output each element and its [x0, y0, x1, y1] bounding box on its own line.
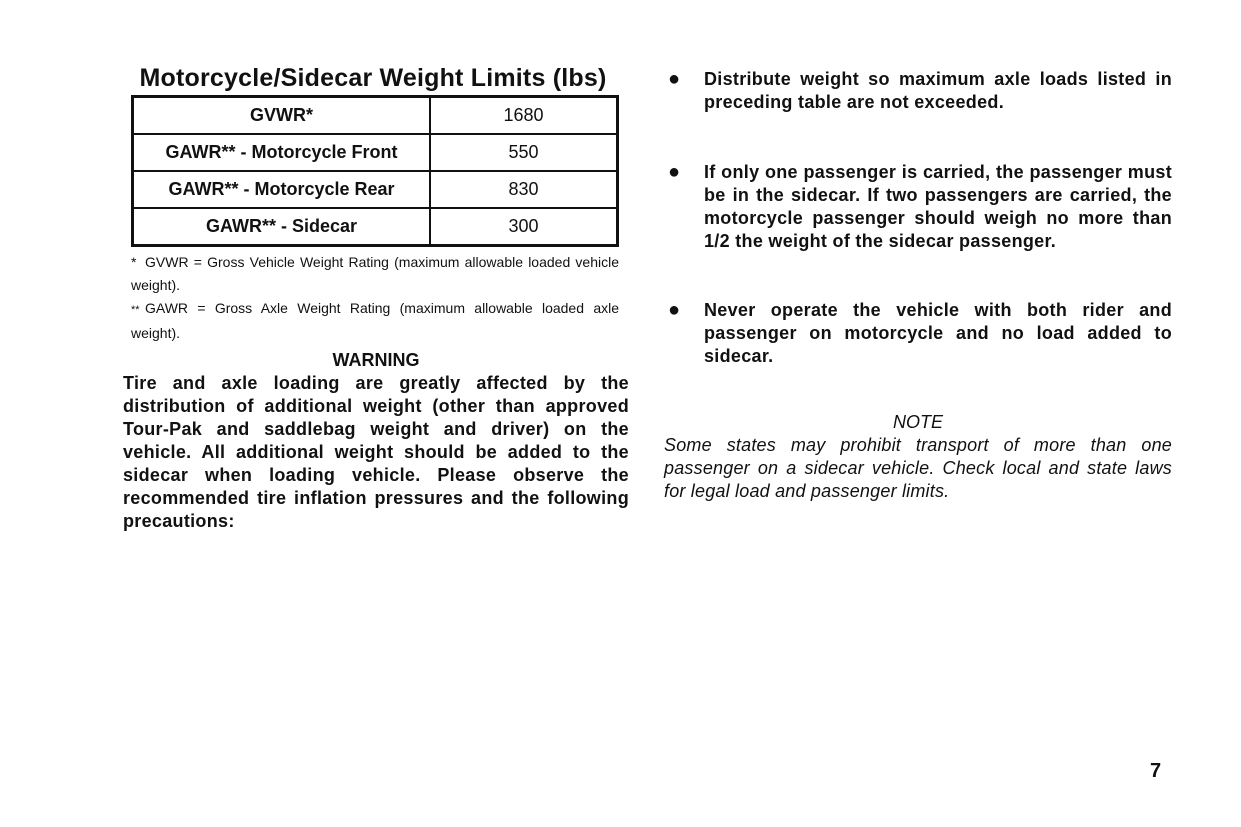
footnote-mark: ** — [131, 304, 140, 316]
table-title: Motorcycle/Sidecar Weight Limits (lbs) — [139, 64, 607, 92]
bullet-icon: ● — [668, 68, 681, 90]
precaution-item — [664, 299, 1172, 368]
note-heading: NOTE — [892, 412, 943, 432]
table-row — [133, 97, 618, 135]
warning-body: Tire and axle loading are greatly affected by the distribution of additional weight (other than approved Tour-Pak and saddlebag weight and driver) on the vehicle. All additional weight should be added to the sidecar when loading vehicle. Please observe the recommended tire inflation pressures and the following precautions: — [123, 373, 629, 531]
row-value: 300 — [430, 208, 618, 246]
bullet-icon: ● — [668, 161, 681, 183]
footnote-text: GAWR = Gross Axle Weight Rating (maximum allowable loaded axle weight). — [131, 300, 619, 341]
precaution-text: Never operate the vehicle with both rider and passenger on motorcycle and no load added to sidecar. — [704, 300, 1172, 366]
precaution-text: Distribute weight so maximum axle loads listed in preceding table are not exceeded. — [704, 69, 1172, 112]
weight-limits-table — [131, 95, 619, 247]
precaution-item — [664, 161, 1172, 253]
bullet-icon: ● — [668, 299, 681, 321]
left-column — [123, 62, 629, 533]
footnote — [131, 251, 619, 297]
precaution-text: If only one passenger is carried, the passenger must be in the sidecar. If two passengers are carried, the motorcycle passenger should weigh no more than 1/2 the weight of the sidecar passenger. — [704, 162, 1172, 251]
table-row — [133, 171, 618, 208]
row-label: GAWR** - Motorcycle Front — [133, 134, 431, 171]
warning-heading: WARNING — [332, 350, 420, 370]
row-value: 550 — [430, 134, 618, 171]
row-label: GAWR** - Motorcycle Rear — [133, 171, 431, 208]
page-number: 7 — [1150, 760, 1162, 782]
note-body: Some states may prohibit transport of more than one passenger on a sidecar vehicle. Check local and state laws for legal load and passenger limits. — [664, 435, 1172, 501]
row-label: GVWR* — [133, 97, 431, 135]
table-row — [133, 208, 618, 246]
row-value: 830 — [430, 171, 618, 208]
row-value: 1680 — [430, 97, 618, 135]
footnote-mark: * — [131, 254, 137, 270]
right-column — [664, 68, 1172, 503]
footnote — [131, 297, 619, 345]
footnote-text: GVWR = Gross Vehicle Weight Rating (maximum allowable loaded vehicle weight). — [131, 254, 619, 293]
table-row — [133, 134, 618, 171]
row-label: GAWR** - Sidecar — [133, 208, 431, 246]
precaution-item — [664, 68, 1172, 114]
